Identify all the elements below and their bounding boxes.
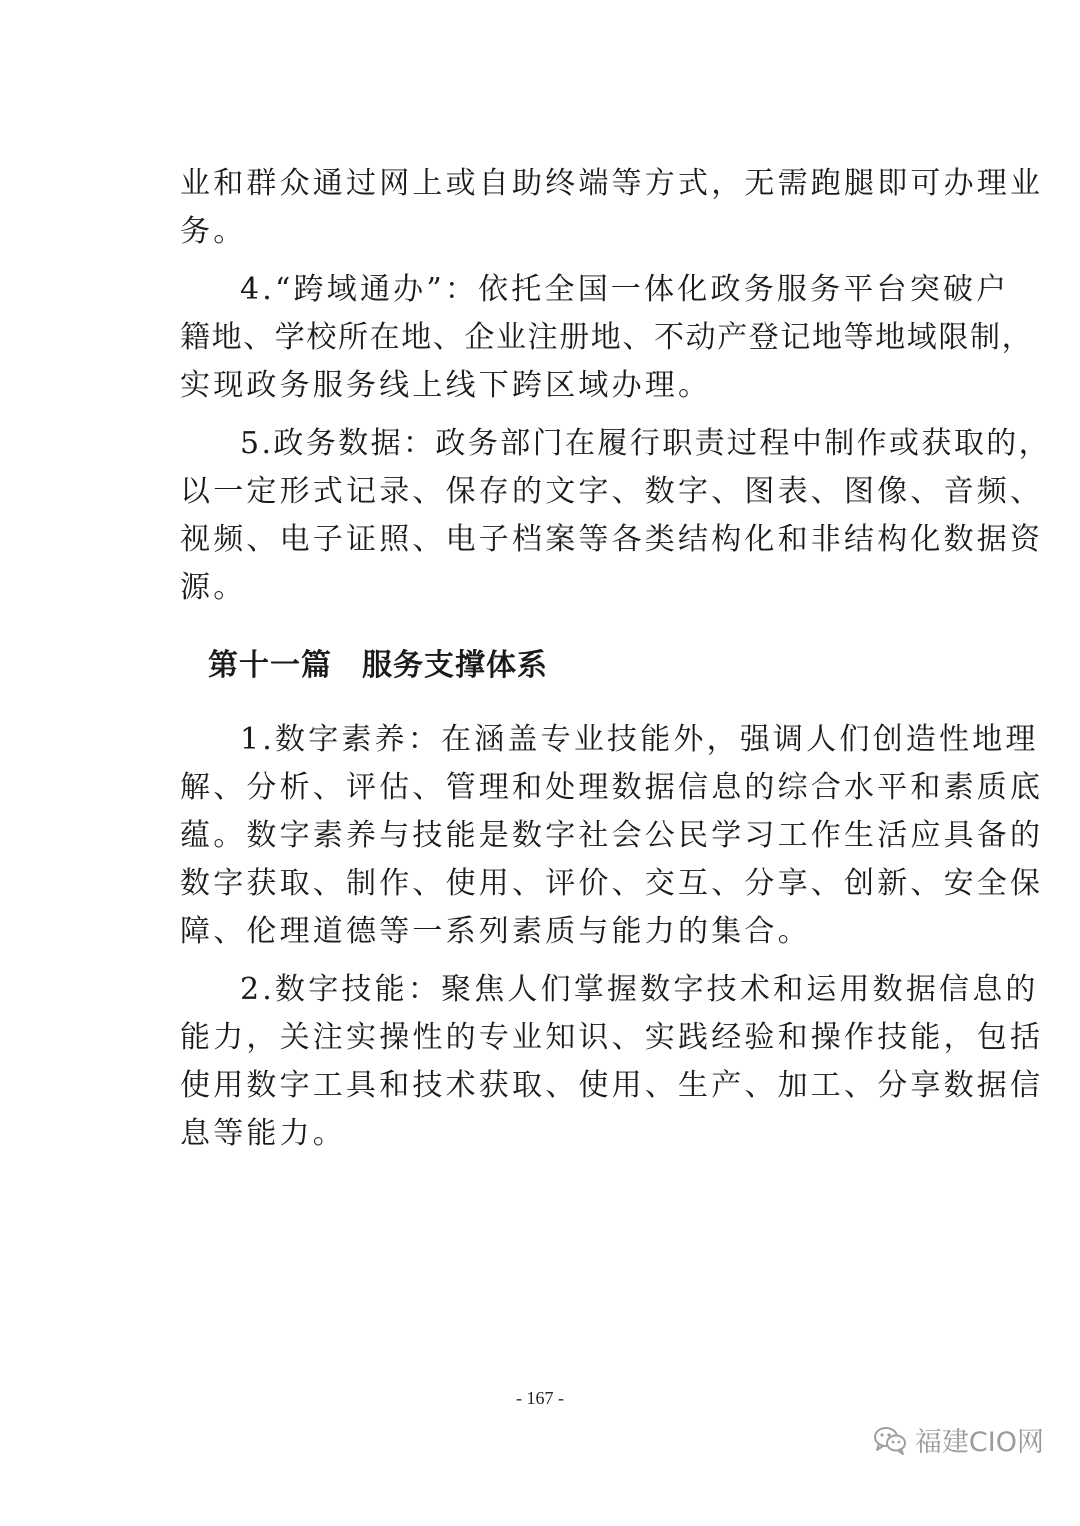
text-line: 解、分析、评估、管理和处理数据信息的综合水平和素质底: [180, 770, 1044, 805]
section-title: 服务支撑体系: [362, 648, 548, 683]
text-line: 5.政务数据：政务部门在履行职责过程中制作或获取的，: [240, 426, 1052, 461]
text-line: 使用数字工具和技术获取、使用、生产、加工、分享数据信: [180, 1068, 1044, 1103]
page-number: - 167 -: [516, 1388, 564, 1408]
section-number: 第十一篇: [208, 648, 332, 683]
text-line: 2.数字技能：聚焦人们掌握数字技术和运用数据信息的: [240, 972, 1039, 1007]
text-line: 4.“跨域通办”：依托全国一体化政务服务平台突破户: [240, 272, 1010, 307]
paragraph-item-5: [180, 420, 1052, 612]
paragraph-item-1: [180, 716, 1044, 956]
paragraph-continuation: [180, 160, 1044, 256]
page-body: [180, 160, 1052, 1158]
text-line: 1.数字素养：在涵盖专业技能外，强调人们创造性地理: [240, 722, 1039, 757]
text-line: 息等能力。: [180, 1116, 346, 1151]
text-line: 务。: [180, 214, 247, 249]
text-line: 蕴。数字素养与技能是数字社会公民学习工作生活应具备的: [180, 818, 1044, 853]
text-line: 以一定形式记录、保存的文字、数字、图表、图像、音频、: [180, 474, 1044, 509]
section-heading: [180, 642, 904, 690]
text-line: 数字获取、制作、使用、评价、交互、分享、创新、安全保: [180, 866, 1044, 901]
watermark-text: 福建CIO网: [914, 1427, 1044, 1458]
text-line: 实现政务服务线上线下跨区域办理。: [180, 368, 712, 403]
watermark: [873, 1420, 1044, 1459]
text-line: 视频、电子证照、电子档案等各类结构化和非结构化数据资: [180, 522, 1044, 557]
text-line: 能力，关注实操性的专业知识、实践经验和操作技能，包括: [180, 1020, 1044, 1055]
paragraph-item-4: [180, 266, 1034, 410]
wechat-icon: [873, 1425, 907, 1455]
text-line: 源。: [180, 570, 247, 605]
text-line: 籍地、学校所在地、企业注册地、不动产登记地等地域限制，: [180, 320, 1034, 355]
paragraph-item-2: [180, 966, 1044, 1158]
text-line: 障、伦理道德等一系列素质与能力的集合。: [180, 914, 811, 949]
text-line: 业和群众通过网上或自助终端等方式，无需跑腿即可办理业: [180, 166, 1044, 201]
